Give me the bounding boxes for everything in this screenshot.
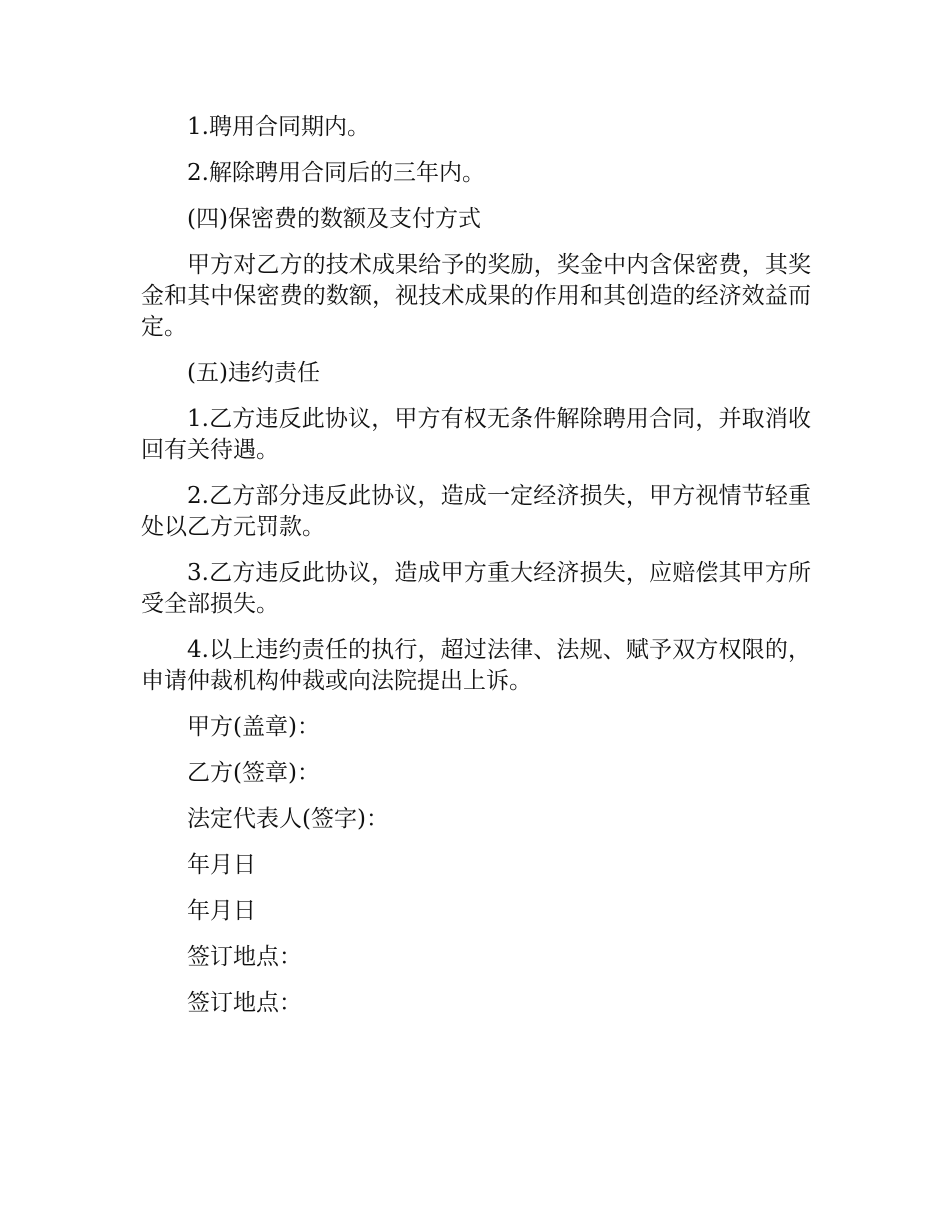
party-b-signature-line: 乙方(签章)：	[187, 760, 320, 786]
list-item-liability-3: 3.乙方违反此协议，造成甲方重大经济损失，应赔偿其甲方所受全部损失。	[141, 560, 811, 617]
legal-representative-line: 法定代表人(签字)：	[187, 806, 389, 832]
signing-place-line-1: 签订地点：	[187, 944, 302, 970]
list-item-term-2: 2.解除聘用合同后的三年内。	[187, 160, 485, 186]
document-body	[141, 112, 811, 1034]
list-item-liability-4: 4.以上违约责任的执行，超过法律、法规、赋予双方权限的，申请仲裁机构仲裁或向法院提出上诉。	[141, 637, 811, 694]
section-heading-liability: (五)违约责任	[187, 360, 320, 386]
list-item-term-1: 1.聘用合同期内。	[187, 114, 370, 140]
list-item-liability-1: 1.乙方违反此协议，甲方有权无条件解除聘用合同，并取消收回有关待遇。	[141, 406, 811, 463]
signing-place-line-2: 签订地点：	[187, 990, 302, 1016]
section-heading-fee: (四)保密费的数额及支付方式	[187, 206, 481, 232]
date-line-2: 年月日	[187, 898, 256, 924]
list-item-liability-2: 2.乙方部分违反此协议，造成一定经济损失，甲方视情节轻重处以乙方元罚款。	[141, 483, 811, 540]
paragraph-fee-description: 甲方对乙方的技术成果给予的奖励，奖金中内含保密费，其奖金和其中保密费的数额，视技术成果的作用和其创造的经济效益而定。	[141, 252, 811, 340]
date-line-1: 年月日	[187, 852, 256, 878]
party-a-seal-line: 甲方(盖章)：	[187, 714, 320, 740]
